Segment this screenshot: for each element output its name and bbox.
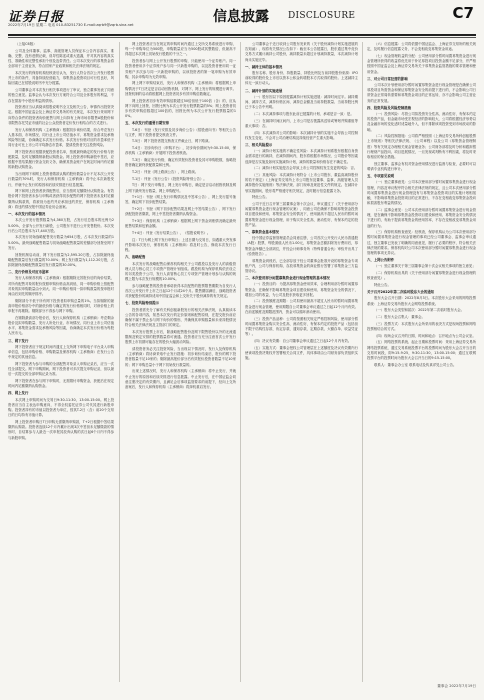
section-heading: 七、投资风险特别提示 <box>125 301 159 306</box>
header-rule-thin <box>8 37 476 38</box>
paragraph: 本次公开发行股票数量为4,360万股，占发行后总股本的比例为25.00%，全部为公开发行新股，公司股东不进行公开发售股份。本次发行后公司总股本为17,440万股。 <box>8 218 114 233</box>
paragraph: 特此公告。 <box>374 283 391 288</box>
paragraph: （一）股东大会类型和届次：2022年第二次临时股东大会。 <box>374 308 465 313</box>
paragraph: （三）在减持时间区间内，上市公司是否披露高送转或筹划并购重组等重大事项：否。 <box>245 118 358 128</box>
paragraph: T+2日：刊登《网下初步配售结果及网上中签结果公告》，网下发行获配投资者缴款，网上中签投资者缴纳认购资金。 <box>125 207 236 217</box>
paragraph: 网上投资者申购日T日申购无需缴纳申购款，T+2日根据中签结果缴纳认购款。投资者连续12个月内累计出现3次中签但未足额缴款的情形时，自结算参与人最近一次申报其放弃认购的次日起6个月内不得参与新股申购。 <box>8 419 114 440</box>
paragraph: 参与战略配售的投资者承诺获得本次配售的股票限售期限为自发行人首次公开发行并上市之日起12个月或24个月。限售期届满后，战略投资者对获配股份的减持适用中国证监会和上交所关于股份减持的有关规定。 <box>125 283 236 299</box>
paragraph: 本次发行的保荐机构经核查后认为，发行人符合首次公开发行股票并上市的条件，具备持续经营能力，募集资金投资项目可行性良好，风险因素已在招股说明书中充分披露。 <box>8 71 114 86</box>
paragraph: （五）网络投票的系统、起止日期和投票时间：采用上海证券交易所网络投票系统，通过交易系统投票平台的投票时间为股东大会召开当日的交易时间段，即9:15-9:25，9:30-11:30，13:00-15:00；通过互联网投票平台的投票时间为股东大会召开当日的9:15-15:00。 <box>367 340 476 360</box>
paragraph: T-1日：刊登《发行公告》《投资风险特别公告》。 <box>132 176 207 181</box>
paragraph: （二）减持计划实施是否会导致上市公司控制权发生变更的风险：否。 <box>252 166 358 171</box>
section-heading: 二、本次使用部分闲置募集资金进行现金管理的基本情况 <box>245 276 330 281</box>
paragraph: 公司于近日召开第三届董事会第十次会议，审议通过了《关于使用部分闲置募集资金进行现金管理的议案》，同意公司在确保不影响募集资金投资项目建设和使用、募集资金安全的情况下，使用最高不超过人民币的暂时闲置募集资金进行现金管理，用于购买安全性高、流动性好、有保本约定的投资产品。 <box>245 201 358 227</box>
paragraph: 股东大会召开日期：2022年8月3日。本次股东大会采用的网络投票系统：上海证券交易所股东大会网络投票系统。 <box>367 296 476 306</box>
paragraph: （三）投票方式：本次股东大会所采用的表决方式是现场投票和网络投票相结合的方式。 <box>367 321 476 331</box>
paragraph: 特此公告。 <box>252 195 269 200</box>
paragraph: 网下和网上投资者获得配售后，应当按时足额缴付认购资金。有效报价网下投资者未参与申购或者获得初步配售的网下投资者未及时足额缴纳认购款的，将被视为违约并应承担违约责任，保荐机构（主承销商）将违约情况报中国证券业协会备案。 <box>8 189 114 209</box>
paragraph: T-6日：刊登《发行安排及初步询价公告》《招股意向书》等相关公告与文件，网下投资者提交核查文件。 <box>125 127 236 137</box>
paragraph: 本次发行的战略配售由保荐机构相关子公司跟投以及发行人的高级管理人员与核心员工专项资产管理计划组成。跟投机构为保荐机构依法设立的另类投资子公司，发行人高管核心员工专项资产管理计划参与认购的规模上限为本次发行规模的10.00%。 <box>125 261 236 282</box>
paragraph: （三）其他风险：本次减持计划符合《上市公司股东、董监高减持股份的若干规定》《上海证券交易所上市公司股东及董事、监事、高级管理人员减持股份实施细则》等法律法规、部门规章及规范性文件的规定。在减持计划实施期间，股东将严格遵守相关规定，及时履行信息披露义务。 <box>245 172 358 193</box>
paragraph: 出现上述情况时，发行人和保荐机构（主承销商）将中止发行，并就中止发行的原因和后续安排进行信息披露。中止发行后，在中国证监会同意注册决定的有效期内，且满足会后事项监管要求的前提下，经向上交所备案后，发行人和保荐机构（主承销商）将择机重启发行。 <box>125 369 236 389</box>
paragraph: T-5日：网下投资者提交核查文件截止日，网下路演。 <box>132 139 212 144</box>
paragraph: （一）投资目的：为提高募集资金使用效率，合理利用部分暂时闲置募集资金，在确保不影响募集资金项目建设和使用、募集资金安全的情况下，增加公司的收益，为公司及股东获取更多回报。 <box>245 282 358 297</box>
paragraph: 网上投资者应当在规定的申购时间内通过上交所交易系统进行申购，每一个申购单位为500股，申购数量应当为500股或其整数倍，但最高不得超过本次网上初始发行股数的千分之一。 <box>125 42 236 57</box>
section-heading: 六、上网公告附件 <box>367 258 395 263</box>
section-heading: 二、减持计划的实施进展 <box>245 88 283 93</box>
paragraph: 网下投资者为参与申购的全部配售对象录入申购记录后，应当一次性全部提交。网下申购期间，网下投资者可多次提交申购记录，但以最后一次提交的全部申购记录为准。 <box>8 361 114 377</box>
newspaper-logo: 证券日报 <box>8 10 65 25</box>
section-subtitle: DISCLOSURE <box>288 11 356 21</box>
section-heading: 四、投资风险及风险控制措施 <box>367 105 412 110</box>
paragraph: 发行人和保荐机构（主承销商）根据剔除无效报价后的询价结果，对所有配售对象的报价按照申购价格由高到低、同一申购价格上按配售对象的拟申购数量由小到大、同一申购价格同一拟申购数量的按申报时间由后到先的顺序排序。 <box>8 276 114 296</box>
paragraph: 投资者应当认真阅读招股说明书全文及相关公告，审慎作出投资决定。根据中国证监会及上海证券交易所的有关规定，本次发行采用网下向符合条件的投资者询价配售与网上向持有上海市场非限售A股股份和非限售存托凭证市值的社会公众投资者定价发行相结合的方式进行。 <box>8 105 114 125</box>
paragraph: T-4日：初步询价日（申购平台），初步询价期间为9:30-15:00，保荐机构（主承销商）开展网下投资者核查。 <box>125 146 236 156</box>
paragraph: 独立董事、监事会有权对资金使用情况进行监督与检查，必要时可以聘请专业机构进行审计。 <box>367 161 476 171</box>
paragraph: 注：T日为网上网下发行申购日；上述日期为交易日，如遇重大突发事件影响本次发行，保荐机构（主承销商）将及时公告，修改本次发行日程。 <box>125 237 236 253</box>
paragraph: （二）股东大会召集人：董事会。 <box>374 315 425 320</box>
paragraph: T+4日：刊登《发行结果公告》、《招股说明书》。 <box>132 231 211 235</box>
paragraph: 请投资者务必关注投资风险，当出现以下情况时，发行人及保荐机构（主承销商）将协商采取中止发行措施：初步询价结束后，报价的网下投资者数量不足10家的；剔除最高报价部分后有效报价投资者数量不足10家的；网下申购总量小于网下初始发行数量的。 <box>125 347 236 367</box>
paragraph: （二）监事会意见：公司本次使用部分暂时闲置募集资金进行现金管理，是在确保不影响募集资金投资项目建设和使用、募集资金安全的情况下进行的，有助于提高募集资金的使用效率，不存在变相改变募集资金用途的行为。 <box>367 207 476 228</box>
section-heading: 六、战略配售 <box>125 255 146 260</box>
section-heading: 三、网下发行 <box>8 338 29 343</box>
text-column-2 <box>125 42 236 682</box>
paragraph: 投资者需充分了解有关科创板新股发行的相关法律法规，认真阅读本公告的各项内容，知悉本次发行的定价原则和配售原则，在提交报价前应确保不属于禁止参与网下询价的情形，并确保其申购数量和未来持股情况符合相关法律法规及主管部门的规定。 <box>125 307 236 328</box>
section-heading: 四、网上发行 <box>8 391 29 396</box>
paragraph: T日：网下发行申购日，网上发行申购日，确定是否启动回拨机制及网上网下最终发行数量，网上申购配号。 <box>125 183 236 193</box>
paragraph: T+3日：保荐机构（主承销商）根据网上网下资金到账情况确定最终配售结果和包销金额。 <box>125 219 236 229</box>
paragraph: （一）独立董事关于第三届董事会第十次会议相关事项的独立意见； <box>374 264 476 269</box>
section-heading: 关于召开2022年第二次临时股东大会的通知 <box>367 290 435 295</box>
paragraph: （一）股东因以下原因披露减持计划实施进展：减持时间过半。减持期间、减持方式、减持价格区间、减持总金额及当前持股数量、当前持股比例已于本公告中列明。 <box>245 94 358 110</box>
text-column-1 <box>8 42 114 682</box>
section-heading: 一、募集资金基本情况 <box>245 230 279 234</box>
paragraph: 公司本次计划使用部分暂时闲置募集资金进行现金管理是在确保公司募投项目所需资金和保证募集资金安全的前提下进行的，不会影响公司日常资金正常周转需要和募集资金项目的正常运转，亦不会影响公司主营业务的正常发展。 <box>367 82 476 103</box>
paragraph: 在剔除最高部分报价后，发行人和保荐机构（主承销商）考虑剩余报价及拟申购数量、发行人所处行业、市场情况、同行业上市公司估值水平、募集资金需求及承销风险等因素，协商确定本次发行价格为每股人民币元。 <box>8 315 114 336</box>
column-divider <box>362 42 363 682</box>
section-heading: 一、本次发行的基本情况 <box>8 212 46 217</box>
section-heading: 二、发行价格及对应市盈率 <box>8 270 49 275</box>
paragraph: T+1日：刊登《网上发行申购情况及中签率公告》，网上发行摇号抽签，确定网下初步配售结果。 <box>125 195 236 205</box>
text-column-4 <box>367 42 476 682</box>
header-rule <box>8 34 476 36</box>
paragraph: （一）投资风险：尽管公司拟投资安全性高、流动性好、有保本约定的投资产品，但金融市场受宏观经济的影响较大，公司将根据经济形势以及金融市场的变化适时适量地介入，但不排除该项投资受到市场波动的影响。 <box>367 111 476 132</box>
paragraph: 剔除部分不低于所有网下投资者拟申购总量的1%。当拟剔除的最高申报价格部分中的最低价格与确定的发行价格相同时，对该价格上的申报不再剔除。剔除部分不得参与网下申购。 <box>8 298 114 314</box>
section-title: 信息披露 <box>213 9 269 25</box>
column-divider <box>240 42 241 682</box>
paragraph: 网下投资者应于规定时间内通过上交所网下申购电子平台录入申购单信息，包括申购价格、申购数量及保荐机构（主承销商）在发行公告中规定的其他信息。 <box>8 344 114 360</box>
paragraph: （三）保荐机构核查意见：经核查，保荐机构认为公司本次使用部分暂时闲置募集资金进行现金管理的事项已经公司董事会、监事会审议通过，独立董事已发表了明确的同意意见，履行了必要的程序，符合相关法律法规的要求。保荐机构对公司本次使用部分暂时闲置募集资金进行现金管理的事项无异议。 <box>367 230 476 256</box>
paragraph: 公司董事会对本次发行相关事项进行了审议，独立董事发表了同意的独立意见。监事会认为本次发行方案符合公司及全体股东的利益，不存在损害中小股东利益的情形。 <box>8 88 114 103</box>
paragraph: （二）本次减持事项与股东此前已披露的计划、承诺是否一致：是。 <box>252 111 354 116</box>
paragraph: 公司董事会于近日收到公司股东发来的《关于股份减持计划实施进展的告知函》，现将有关情况公告如下：截至本公告披露日，股东通过集中竞价交易方式累计减持公司股份，减持数量未超过计划减持数量，本次减持计划尚未实施完毕。 <box>245 42 358 62</box>
text-column-3 <box>245 42 358 682</box>
paragraph: 经中国证券监督管理委员会同意注册，公司首次公开发行人民币普通股（A股）股票，每股面值人民币1.00元，募集资金总额扣除发行费用后，募集资金净额已全部到位，并经会计师事务所（特殊普通合伙）审验并出具了《验资报告》。 <box>245 236 358 256</box>
paragraph: 回拨机制启动前，网下发行数量为2,595.20万股，占扣除最终战略配售数量后发行数量的70.00%；网上发行数量为1,112.20万股，占扣除最终战略配售数量后发行数量的30.00%。 <box>8 252 114 267</box>
section-heading: 三、对公司日常经营的影响 <box>367 76 408 81</box>
paragraph: （四）决议有效期：自公司董事会审议通过之日起12个月内有效。 <box>252 338 352 343</box>
paragraph: （二）保荐机构出具的《关于使用部分闲置募集资金进行现金管理的核查意见》。 <box>367 271 476 281</box>
paragraph: 网下投资者在参与网下申购时，无需缴付申购资金，获配后在规定时间内足额缴纳认购资金。 <box>8 378 114 389</box>
paragraph: 网上网下申购结束后，发行人和保荐机构（主承销商）将根据网上申购情况于T日决定是否启动回拨机制，对网下、网上发行的规模进行调节。回拨机制的启动将根据网上投资者初步有效申购倍数确定。 <box>125 81 236 96</box>
paragraph: 股东名称、股东身份、持股数量、持股比例及当前持股股份来源：IPO前取得的股份及上市后以资本公积金转增股本方式取得的股份。上述减持主体无一致行动人。 <box>245 71 358 86</box>
paragraph: 本次网上申购时间为交易日9:30-11:30、13:00-15:00。网上投资者应当自主表达申购意向，不得全权委托证券公司代其进行新股申购。投资者持有的市值以投资者为单位，按其T-2日（含）前20个交易日的日均持有市值计算。 <box>8 397 114 418</box>
masthead <box>8 4 476 38</box>
paragraph: 网上投资者初步有效申购倍数超过50倍但低于100倍（含）的，应从网下向网上回拨，回拨比例为本次公开发行股票数量的5%；网上投资者初步有效申购倍数超过100倍的，回拨比例为本次公开发行股票数量的10%。 <box>125 98 236 119</box>
paragraph: （四）现场会议召开的日期、时间和地点：召开地点为公司会议室。 <box>374 333 476 338</box>
paragraph: 本次发行初始战略配售发行数量为654万股，占本次发行数量的15.00%。最终战略配售数量与初始战略配售数量的差额部分回拨至网下发行。 <box>8 235 114 250</box>
section-heading: 一、减持主体的基本情况 <box>245 64 283 69</box>
page-number: C7 <box>452 4 474 22</box>
paragraph: （一）独立董事意见：公司本次使用部分暂时闲置募集资金进行现金管理，内容及审议程序符合相关法律法规的规定，且公司本次使用部分暂时闲置募集资金进行现金管理没有与募集资金投资项目的实施计划相抵触，不影响募集资金投资项目的正常进行，不存在变相改变募集资金投向和损害股东利益的情况。 <box>367 180 476 206</box>
paragraph: 本次发行股票上市后，除战略配售股份及网下限售股份以外的无流通限制及锁定安排的股票数量将可流通。投资者应当充分注意首次公开发行股票上市初期可能存在的股价大幅波动风险。 <box>125 329 236 345</box>
paragraph: 网下投资者应根据获配投资者名单，按照最终确定的发行价格与获配数量，及时足额缴纳新股认购资金。网上投资者申购新股中签后，应根据中签结果履行资金交收义务，确保其资金账户在规定时间内有足额的新股认购资金。 <box>8 149 114 170</box>
paragraph: （上接C6版） <box>15 42 37 46</box>
dateline: 2022年7月19日 星期二 电话 010-83251730 E-mail:zqrb9@zqrb.sina.net <box>8 23 134 27</box>
column-divider <box>119 42 120 682</box>
paragraph: T-2日：刊登《网上路演公告》，网上路演。 <box>132 169 199 174</box>
paragraph: （一）减持计划实施的不确定性风险：本次减持计划系股东根据自身资金需求进行的减持，在减持期间内，股东将根据市场情况、公司股价等因素选择是否实施及如何实施减持计划，减持的数量和价格存在不确定性。 <box>245 149 358 164</box>
paragraph: （二）风险控制措施：公司将严格按照《上海证券交易所科创板股票上市规则》等相关法律法规、《公司章程》以及公司《募集资金管理制度》等有关规定办理相关现金管理业务；公司财务部将及时分析和跟踪银行理财产品投向、项目进展情况，一旦发现或判断有不利因素，将及时采取相应的保全措施。 <box>367 134 476 160</box>
footer-signature: 董事会 2022年7月19日 <box>437 684 476 688</box>
section-heading: 五、专项意见说明 <box>367 174 395 179</box>
paragraph: 发行人和保荐机构（主承销商）根据初步询价结果，综合考虑发行人基本面、市场情况、同行业上市公司估值水平、募集资金需求及承销风险等因素，协商确定本次发行价格。本次发行价格对应的市盈率低于同行业可比上市公司平均静态市盈率，提请投资者关注投资风险。 <box>8 127 114 148</box>
paragraph: 投资者参与网上公开发行股票的申购，只能使用一个证券账户。同一投资者使用多个证券账户参与同一只新股申购的，以及投资者使用同一证券账户多次参与同一只新股申购的，以该投资者的第一笔申购为有效申购，其余申购均为无效申购。 <box>125 59 236 79</box>
paragraph: （四）本次减持对公司的影响：本次减持计划的实施不会导致公司控制权发生变化，不会对公司治理结构及持续经营产生重大影响。 <box>245 130 358 140</box>
paragraph: （六）信息披露：公司将依据中国证监会、上海证券交易所的相关规定，及时履行信息披露义务，不会变相改变募集资金用途。 <box>367 42 476 52</box>
paragraph: 公司及全体董事、监事、高级管理人员保证本公告内容真实、准确、完整，没有虚假记载、误导性陈述或重大遗漏，并对其内容的真实性、准确性和完整性承担个别及连带责任。公司本次发行的募集资金将全部用于主营业务，符合国家产业政策和相关法律法规的规定。 <box>8 48 114 69</box>
paragraph: T-3日：确定发行价格，确定有效报价投资者及其可申购股数，战略投资者确定最终获配数量和比例。 <box>125 158 236 168</box>
paragraph: （五）实施方式：董事会授权公司管理层在上述额度及决议有效期内行使该项投资决策权并签署相关合同文件，具体事项由公司财务部负责组织实施。 <box>245 345 358 360</box>
paragraph: （七）现金管理收益的分配：公司使用部分暂时闲置募集资金进行现金管理所获得的收益将优先用于补足募投项目投资金额不足部分，并严格按照中国证监会及上海证券交易所关于募集资金监管措施的要求管理和使用资金。 <box>367 53 476 74</box>
paragraph: （三）投资产品品种：公司将按照相关规定严格控制风险，使用部分暂时闲置募集资金购买安全性高、流动性好、有保本约定的投资产品（包括但不限于结构性存款、协定存款、通知存款、定期存款、大额存单、收益凭证等）。 <box>245 316 358 337</box>
paragraph: 募集资金到账后，已全部存放于经公司董事会批准开设的募集资金专项账户内，公司与保荐机构、存放募集资金的商业银行签署了募集资金三方监管协议。 <box>245 258 358 273</box>
paragraph: 联系人：董事会办公室 联系电话及传真详见公司公告。 <box>374 362 457 367</box>
paragraph: 当出现网下和网上投资者缴款认购的股份数量合计不足本次公开发行数量的70%时，发行人和保荐机构（主承销商）将中止本次新股发行，并就中止发行的原因和后续安排进行信息披露。 <box>8 172 114 187</box>
section-heading: 五、本次发行的重要日期安排 <box>125 121 170 126</box>
paragraph: （二）投资额度及期限：公司拟使用最高不超过人民币的暂时闲置募集资金进行现金管理，使用期限自公司董事会审议通过之日起12个月内有效。在前述额度及期限范围内，资金可以循环滚动使用。 <box>245 299 358 314</box>
section-heading: 三、相关风险提示 <box>245 142 273 147</box>
